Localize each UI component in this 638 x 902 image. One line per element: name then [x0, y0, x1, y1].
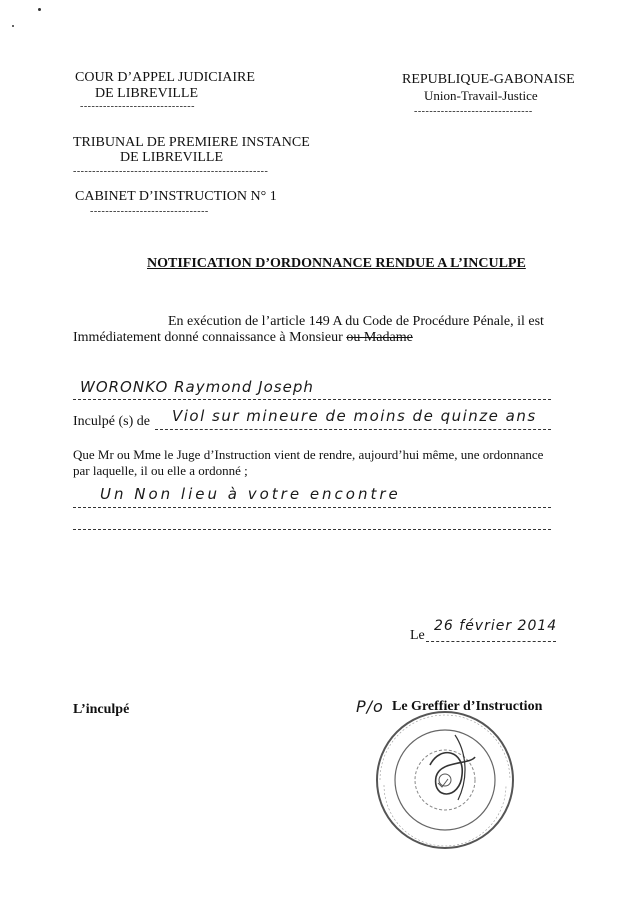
accused-name: WORONKO Raymond Joseph: [80, 378, 314, 396]
name-dotted-line: [73, 398, 551, 400]
blank-dotted-line: [73, 528, 551, 530]
charge-dotted-line: [155, 428, 551, 430]
separator: -------------------------------: [414, 106, 533, 117]
charge-text: Viol sur mineure de moins de quinze ans: [172, 407, 537, 425]
separator: ---------------------------------------------------: [73, 166, 269, 177]
scan-speck: [38, 8, 41, 11]
charge-label: Inculpé (s) de: [73, 414, 150, 429]
body-line-2-text: Immédiatement donné connaissance à Monsieur: [73, 330, 343, 345]
separator: -------------------------------: [90, 206, 209, 217]
document-title: NOTIFICATION D’ORDONNANCE RENDUE A L’INCULPE: [147, 256, 526, 271]
tribunal-city: DE LIBREVILLE: [120, 150, 224, 165]
order-text: Un Non lieu à votre encontre: [100, 485, 401, 503]
body-line-1: En exécution de l’article 149 A du Code de Procédure Pénale, il est: [168, 314, 544, 329]
tribunal-name: TRIBUNAL DE PREMIERE INSTANCE: [73, 135, 310, 150]
republic-name: REPUBLIQUE-GABONAISE: [402, 72, 575, 87]
court-name: COUR D’APPEL JUDICIAIRE: [75, 70, 255, 85]
paragraph-line-1: Que Mr ou Mme le Juge d’Instruction vient de rendre, aujourd’hui même, une ordonnance: [73, 447, 544, 462]
separator: ------------------------------: [80, 101, 195, 112]
order-dotted-line: [73, 506, 551, 508]
national-motto: Union-Travail-Justice: [424, 88, 538, 103]
paragraph-line-2: par laquelle, il ou elle a ordonné ;: [73, 463, 248, 478]
court-city: DE LIBREVILLE: [95, 86, 199, 101]
pour-ordre-mark: P/o: [356, 697, 384, 716]
stamp-seal-icon: [370, 705, 520, 855]
signature-date: 26 février 2014: [434, 618, 558, 634]
cabinet-number: CABINET D’INSTRUCTION N° 1: [75, 189, 277, 204]
date-dotted-line: [426, 640, 556, 642]
accused-signature-label: L’inculpé: [73, 702, 130, 717]
struck-text: ou Madame: [346, 330, 413, 345]
scan-speck: [12, 25, 14, 27]
body-line-2: [73, 330, 413, 346]
date-prefix: Le: [410, 628, 425, 643]
clerk-signature-label: Le Greffier d’Instruction: [392, 699, 543, 714]
official-stamp: [370, 705, 520, 855]
